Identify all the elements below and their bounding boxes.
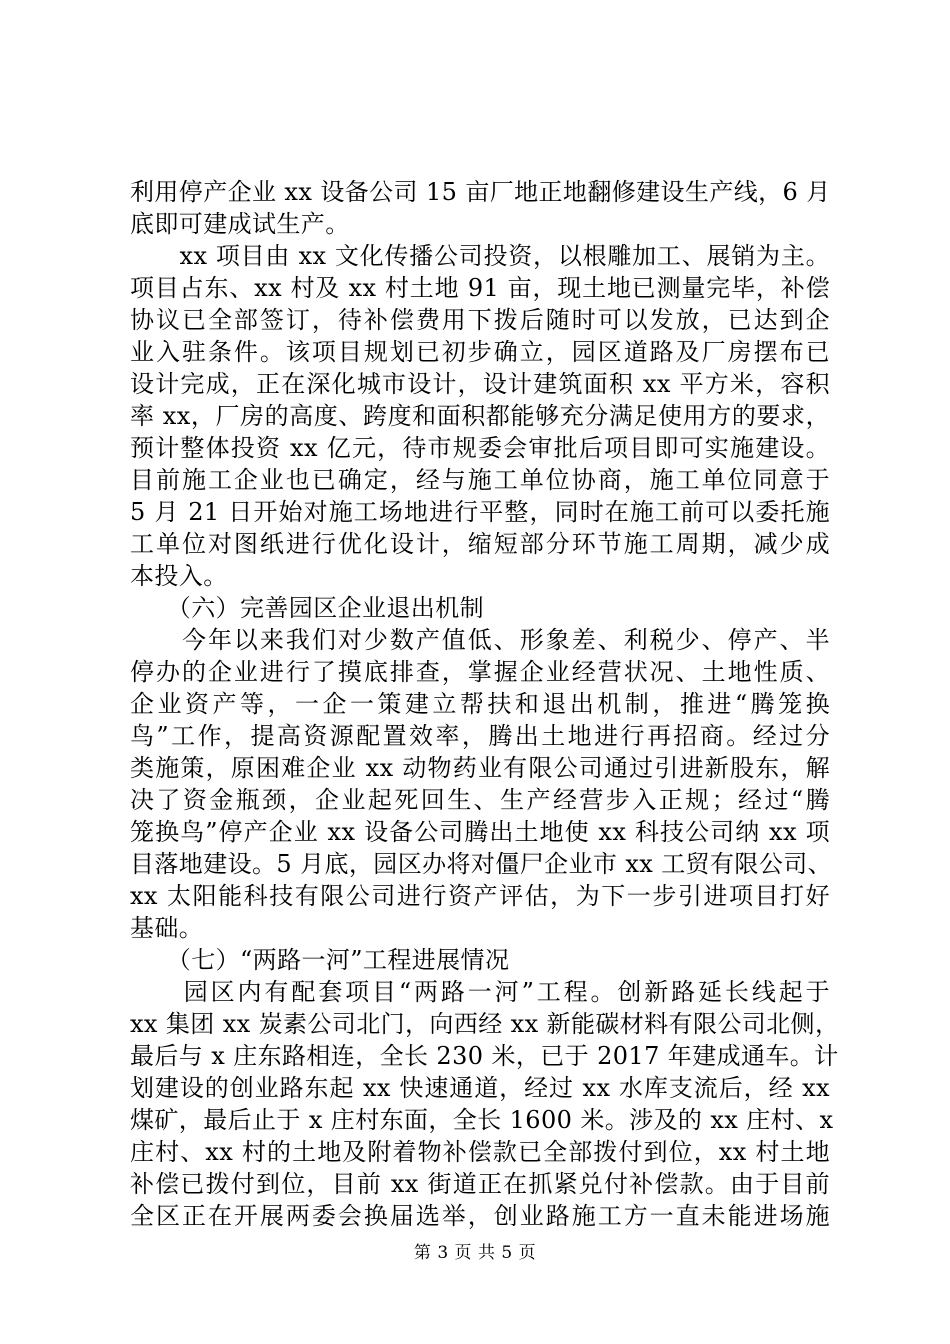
text-line: 最后与 x 庄东路相连，全长 230 米，已于 2017 年建成通车。计 xyxy=(130,1042,839,1070)
text-line: xx 太阳能科技有限公司进行资产评估，为下一步引进项目打好 xyxy=(130,882,830,910)
text-line: 庄村、xx 村的土地及附着物补偿款已全部拨付到位，xx 村土地 xyxy=(130,1138,830,1166)
text-line: 基础。 xyxy=(130,914,204,942)
text-line: 类施策，原困难企业 xx 动物药业有限公司通过引进新股东，解 xyxy=(130,754,830,782)
text-line: 目前施工企业也已确定，经与施工单位协商，施工单位同意于 xyxy=(130,466,830,494)
text-line: 补偿已拨付到位，目前 xx 街道正在抓紧兑付补偿款。由于目前 xyxy=(130,1170,830,1198)
page-footer: 第 3 页 共 5 页 xyxy=(413,1243,537,1263)
text-line: 工单位对图纸进行优化设计，缩短部分环节施工周期，减少成 xyxy=(130,530,830,558)
text-line: 停办的企业进行了摸底排查，掌握企业经营状况、土地性质、 xyxy=(130,658,830,686)
text-line: 目落地建设。5 月底，园区办将对僵尸企业市 xx 工贸有限公司、 xyxy=(130,850,833,878)
text-line: 企业资产等，一企一策建立帮扶和退出机制，推进“腾笼换 xyxy=(130,690,830,718)
text-line: 项目占东、xx 村及 xx 村土地 91 亩，现土地已测量完毕，补偿 xyxy=(130,274,830,302)
text-line: xx 集团 xx 炭素公司北门，向西经 xx 新能碳材料有限公司北侧， xyxy=(130,1010,840,1038)
text-line: 设计完成，正在深化城市设计，设计建筑面积 xx 平方米，容积 xyxy=(130,370,830,398)
text-line: 笼换鸟”停产企业 xx 设备公司腾出土地使 xx 科技公司纳 xx 项 xyxy=(130,818,830,846)
text-line: 划建设的创业路东起 xx 快速通道，经过 xx 水库支流后，经 xx xyxy=(130,1074,830,1102)
text-line: xx 项目由 xx 文化传播公司投资，以根雕加工、展销为主。 xyxy=(130,242,830,270)
text-line: 今年以来我们对少数产值低、形象差、利税少、停产、半 xyxy=(130,626,830,654)
text-line: 利用停产企业 xx 设备公司 15 亩厂地正地翻修建设生产线，6 月 xyxy=(130,178,831,206)
text-line: 煤矿，最后止于 x 庄村东面，全长 1600 米。涉及的 xx 庄村、x xyxy=(130,1106,834,1134)
section-heading: （六）完善园区企业退出机制 xyxy=(130,594,484,622)
text-line: 本投入。 xyxy=(130,562,228,590)
text-line: 业入驻条件。该项目规划已初步确立，园区道路及厂房摆布已 xyxy=(130,338,830,366)
text-line: 全区正在开展两委会换届选举，创业路施工方一直未能进场施 xyxy=(130,1202,830,1230)
text-line: 协议已全部签订，待补偿费用下拨后随时可以发放，已达到企 xyxy=(130,306,830,334)
text-line: 预计整体投资 xx 亿元，待市规委会审批后项目即可实施建设。 xyxy=(130,434,830,462)
text-line: 鸟”工作，提高资源配置效率，腾出土地进行再招商。经过分 xyxy=(130,722,830,750)
section-heading: （七）“两路一河”工程进展情况 xyxy=(130,946,510,974)
text-line: 底即可建成试生产。 xyxy=(130,210,350,238)
text-line: 5 月 21 日开始对施工场地进行平整，同时在施工前可以委托施 xyxy=(130,498,830,526)
text-line: 园区内有配套项目“两路一河”工程。创新路延长线起于 xyxy=(130,978,830,1006)
text-line: 率 xx，厂房的高度、跨度和面积都能够充分满足使用方的要求， xyxy=(130,402,830,430)
text-line: 决了资金瓶颈，企业起死回生、生产经营步入正规；经过“腾 xyxy=(130,786,830,814)
